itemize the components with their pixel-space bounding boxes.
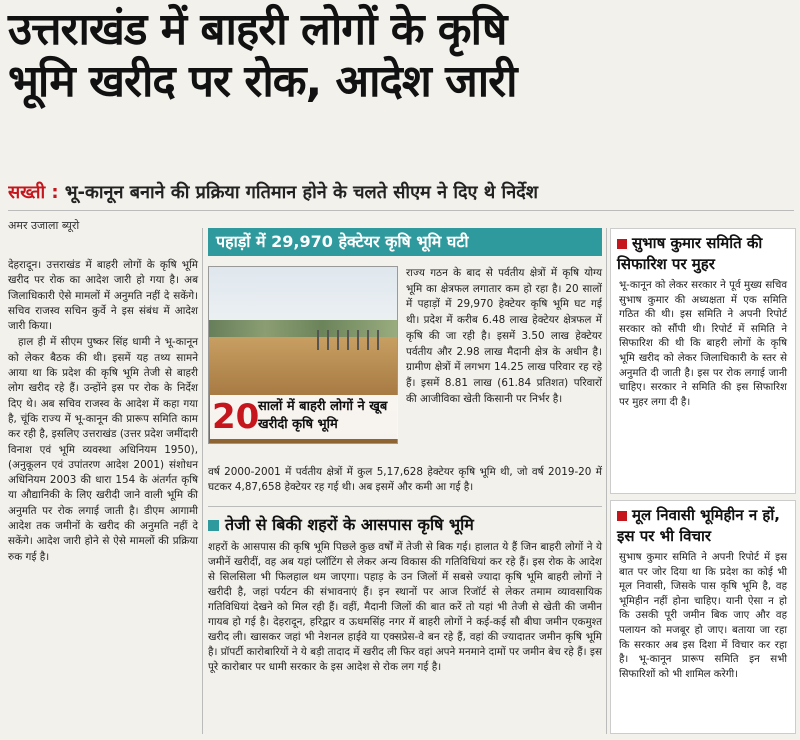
section-divider: [208, 506, 602, 507]
column-divider-left: [202, 228, 203, 734]
square-bullet-icon: [208, 520, 219, 531]
sidebar-natives-title: मूल निवासी भूमिहीन न हों, इस पर भी विचार: [617, 506, 780, 545]
column-divider-right: [606, 228, 607, 734]
sidebar-committee-title: सुभाष कुमार समिति की सिफारिश पर मुहर: [617, 234, 763, 273]
article-paragraph-2: हाल ही में सीएम पुष्कर सिंह धामी ने भू-कानून को लेकर बैठक की थी। इसमें यह तथ्य सामने आया था कि प्रदेश की कृषि भूमि तेजी से बाहरी लोग खरीद रहे हैं। उन्होंने इस पर रोक के निर्देश दिए थे। अब सचिव राजस्व के आदेश में कहा गया है, चूंकि राज्य में भू-कानून की प्रारूप समिति काम कर रही है, इसलिए उत्तराखंड (उत्तर प्रदेश जमींदारी विनाश एवं भूमि व्यवस्था अधिनियम 1950), (अनुकूलन एवं उपांतरण आदेश 2001) संशोधन अधिनियम 2003 की धारा 154 के अंतर्गत कृषि या औद्यानिकी के लिए खरीदी जाने वाली भूमि की अनुमति पर रोक लगाई जाती है। डीएम आगामी आदेश तक जमीनों के खरीद की अनुमति नहीं दे सकेंगे। आदेश जारी होने से ऐसे मामलों की प्रक्रिया रुक गई है।: [8, 336, 198, 563]
article-paragraph-1: देहरादून। उत्तराखंड में बाहरी लोगों के कृषि भूमि खरीद पर रोक का आदेश जारी हो गया है। अब जिलाधिकारी ऐसे मामलों में अनुमति नहीं दे सकेंगे। सचिव राजस्व सचिन कुर्वे ने इस संबंध में आदेश जारी किया।: [8, 259, 198, 333]
headline: [8, 4, 794, 108]
sidebar-natives-box: [610, 500, 796, 734]
byline: अमर उजाला ब्यूरो: [8, 219, 80, 232]
sidebar-committee-box: [610, 228, 796, 494]
headline-line-2: भूमि खरीद पर रोक, आदेश जारी: [8, 56, 517, 107]
square-bullet-icon: [617, 239, 627, 249]
headline-line-1: उत्तराखंड में बाहरी लोगों के कृषि: [8, 4, 507, 55]
hill-land-text-bottom: वर्ष 2000-2001 में पर्वतीय क्षेत्रों में कुल 5,17,628 हेक्टेयर कृषि भूमि थी, जो वर्ष 2019-20 में घटकर 4,87,658 हेक्टेयर रह गई थी। अब इसमें और कमी आ गई है।: [208, 466, 602, 494]
main-article-column: [8, 258, 198, 566]
subheadline-text: भू-कानून बनाने की प्रक्रिया गतिमान होने के चलते सीएम ने दिए थे निर्देश: [58, 182, 538, 203]
photo-caption: [210, 395, 398, 439]
sidebar-committee-text: भू-कानून को लेकर सरकार ने पूर्व मुख्य सचिव सुभाष कुमार की अध्यक्षता में एक समिति गठित की थी। इस समिति ने अपनी रिपोर्ट सरकार को सौंपी थी। रिपोर्ट में समिति ने सिफारिश की थी कि बाहरी लोगों के कृषि भूमि खरीद को लेकर जिलाधिकारी के स्तर से अनुमति दी जाती है। इस पर रोक लगाई जानी चाहिए। सरकार ने समिति की इस सिफारिश पर मुहर लगा दी है।: [619, 280, 787, 408]
subheadline: [8, 180, 798, 204]
section-banner-hill-land: पहाड़ों में 29,970 हेक्टेयर कृषि भूमि घटी: [208, 228, 602, 256]
divider-top: [8, 210, 794, 211]
caption-number: 20: [212, 397, 260, 437]
sidebar-natives-text: सुभाष कुमार समिति ने अपनी रिपोर्ट में इस बात पर जोर दिया था कि प्रदेश का कोई भी मूल निवासी, जिसके पास कृषि भूमि है, वह भूमिहीन नहीं होना चाहिए। यानी ऐसा न हो कि उसकी पूरी जमीन बिक जाए और वह पलायन को मजबूर हो जाए। बताया जा रहा कि सरकार अब इस दिशा में विचार कर रहा है। भू-कानून प्रारूप समिति इन सभी सिफारिशों को भी शामिल करेगी।: [619, 552, 787, 680]
caption-text: सालों में बाहरी लोगों ने खूब खरीदी कृषि भूमि: [258, 399, 388, 432]
subheadline-kicker: सख्ती :: [8, 182, 59, 203]
city-land-text: शहरों के आसपास की कृषि भूमि पिछले कुछ वर्षों में तेजी से बिक गई। हालात ये हैं जिन बाहरी लोगों ने ये जमीनें खरीदीं, वह अब यहां प्लॉटिंग से लेकर अन्य विकास की गतिविधियां कर रहे हैं। इस रोक के आदेश से सिलसिला भी फिलहाल थम जाएगा। पहाड़ के उन जिलों में सबसे ज्यादा कृषि भूमि बाहरी लोगों ने खरीदी है, जहां पर्यटन की संभावनाएं हैं। इन स्थानों पर आज रिजॉर्ट से लेकर तमाम व्यावसायिक गतिविधियां देखने को मिल रही हैं। वहीं, मैदानी जिलों की बात करें तो यहां भी तेजी से खेती की जमीन गायब हो गई है। देहरादून, हरिद्वार व ऊधमसिंह नगर में बाहरी लोगों ने कई-कई सौ बीघा जमीन एकमुश्त खरीद ली। खासकर जहां भी नेशनल हाईवे या एक्सप्रेस-वे बन रहे हैं, वहां की ज्यादातर जमीन कृषि भूमि है। प्रॉपर्टी कारोबारियों ने ये बड़ी तादाद में खरीद ली फिर वहां अपने मनमाने दामों पर जमीन बेच रहे हैं। इस पूरे कारोबार पर धामी सरकार के इस आदेश से रोक लग गई है।: [208, 541, 602, 673]
hill-land-text-right: राज्य गठन के बाद से पर्वतीय क्षेत्रों में कृषि योग्य भूमि का क्षेत्रफल लगातार कम हो रहा है। 20 सालों में पहाड़ों में 29,970 हेक्टेयर कृषि भूमि घट गई थी। प्रदेश में करीब 6.48 लाख हेक्टेयर क्षेत्रफल में कृषि की जा रही है। इसमें 3.50 लाख हेक्टेयर पर्वतीय और 2.98 लाख मैदानी क्षेत्र के अधीन है। ग्रामीण क्षेत्रों में लगभग 14.25 लाख परिवार रह रहे हैं। इसमें 8.81 लाख (61.84 प्रतिशत) परिवारों की आजीविका खेती किसानी पर निर्भर है।: [406, 267, 602, 405]
section-title-city-land: तेजी से बिकी शहरों के आसपास कृषि भूमि: [208, 512, 602, 538]
square-bullet-icon: [617, 511, 627, 521]
